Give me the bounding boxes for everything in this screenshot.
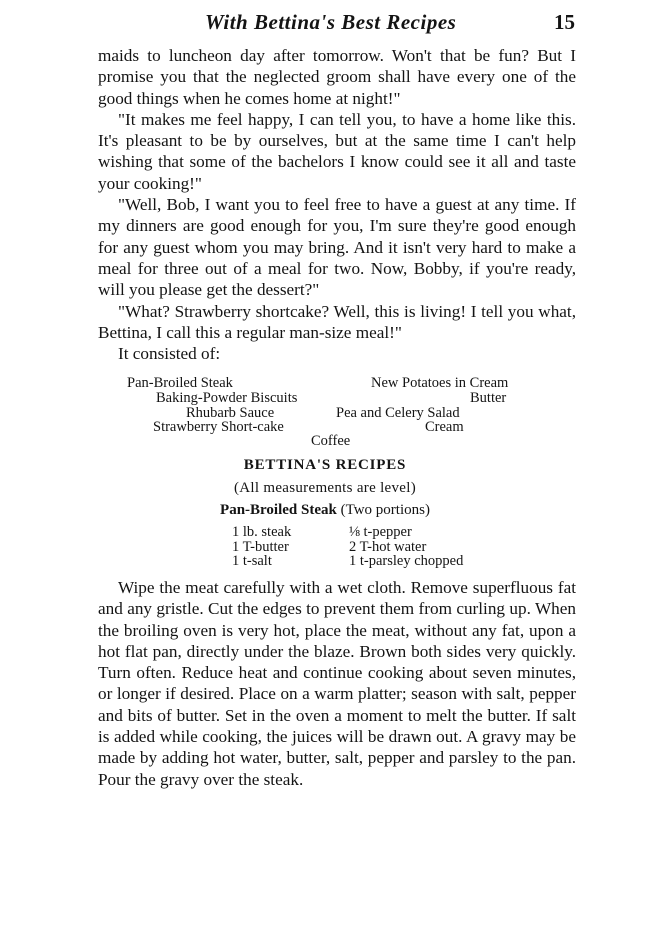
ingredient: 1 t-salt xyxy=(232,553,272,569)
menu-list xyxy=(0,375,650,447)
story-paragraph: "It makes me feel happy, I can tell you, to have a home like this. It's pleasant to be by ourselves, but at the same time I can't help wishing that some of the bachelors I know could see it all and taste your cooking!" xyxy=(98,109,576,193)
recipes-heading: BETTINA'S RECIPES xyxy=(243,457,407,473)
running-title: With Bettina's Best Recipes xyxy=(205,10,457,34)
ingredients-right xyxy=(349,525,463,569)
page-number: 15 xyxy=(554,10,575,34)
menu-item: Strawberry Short-cake xyxy=(153,419,284,435)
story-paragraph: It consisted of: xyxy=(118,344,221,364)
ingredient: 1 T-butter xyxy=(232,538,289,555)
measurements-note: (All measurements are level) xyxy=(233,480,417,496)
recipe-title: Pan-Broiled Steak xyxy=(220,502,337,518)
ingredient: ⅛ t-pepper xyxy=(349,524,412,540)
directions-paragraph: Wipe the meat carefully with a wet cloth. Remove superfluous fat and any gristle. Cut the edges to prevent them from curling up. When the broiling oven is very hot, place the meat, without any fat, upon a hot flat pan, directly under the blaze. Brown both sides very quickly. Turn often. Reduce heat and continue cooking about seven minutes, or longer if desired. Place on a warm platter; season with salt, pepper and bits of butter. Set in the oven a moment to melt the butter. If salt is added while cooking, the juices will be drawn out. A gravy may be made by adding hot water, butter, salt, pepper and parsley to the pan. Pour the gravy over the steak. xyxy=(98,578,576,789)
running-head xyxy=(100,10,575,38)
menu-item: Butter xyxy=(470,390,507,406)
ingredient: 2 T-hot water xyxy=(349,538,427,555)
recipe-portions: (Two portions) xyxy=(340,502,430,518)
ingredient: 1 lb. steak xyxy=(232,524,292,540)
menu-item: Coffee xyxy=(311,433,351,449)
menu-item: New Potatoes in Cream xyxy=(371,375,509,391)
ingredients-left xyxy=(232,525,291,569)
menu-item: Pan-Broiled Steak xyxy=(127,375,233,391)
recipe-title-line xyxy=(0,502,650,519)
story-paragraph: "Well, Bob, I want you to feel free to have a guest at any time. If my dinners are good enough for you, I'm sure they're good enough for any guest whom you may bring. And it isn't very hard to make a meal for three out of a meal for two. Now, Bobby, if you're ready, will you please get the dessert?" xyxy=(98,195,576,300)
menu-item: Rhubarb Sauce xyxy=(186,405,275,421)
story-text xyxy=(98,45,576,364)
story-paragraph: "What? Strawberry shortcake? Well, this is living! I tell you what, Bettina, I call this a regular man-size meal!" xyxy=(98,301,576,342)
ingredient: 1 t-parsley chopped xyxy=(349,553,464,569)
menu-item: Baking-Powder Biscuits xyxy=(156,390,298,406)
recipe-directions xyxy=(98,577,576,790)
story-paragraph: maids to luncheon day after tomorrow. Won't that be fun? But I promise you that the neglected groom shall have every one of the good things when he comes home at night!" xyxy=(98,46,576,108)
menu-item: Pea and Celery Salad xyxy=(336,405,460,421)
menu-item: Cream xyxy=(425,419,464,435)
